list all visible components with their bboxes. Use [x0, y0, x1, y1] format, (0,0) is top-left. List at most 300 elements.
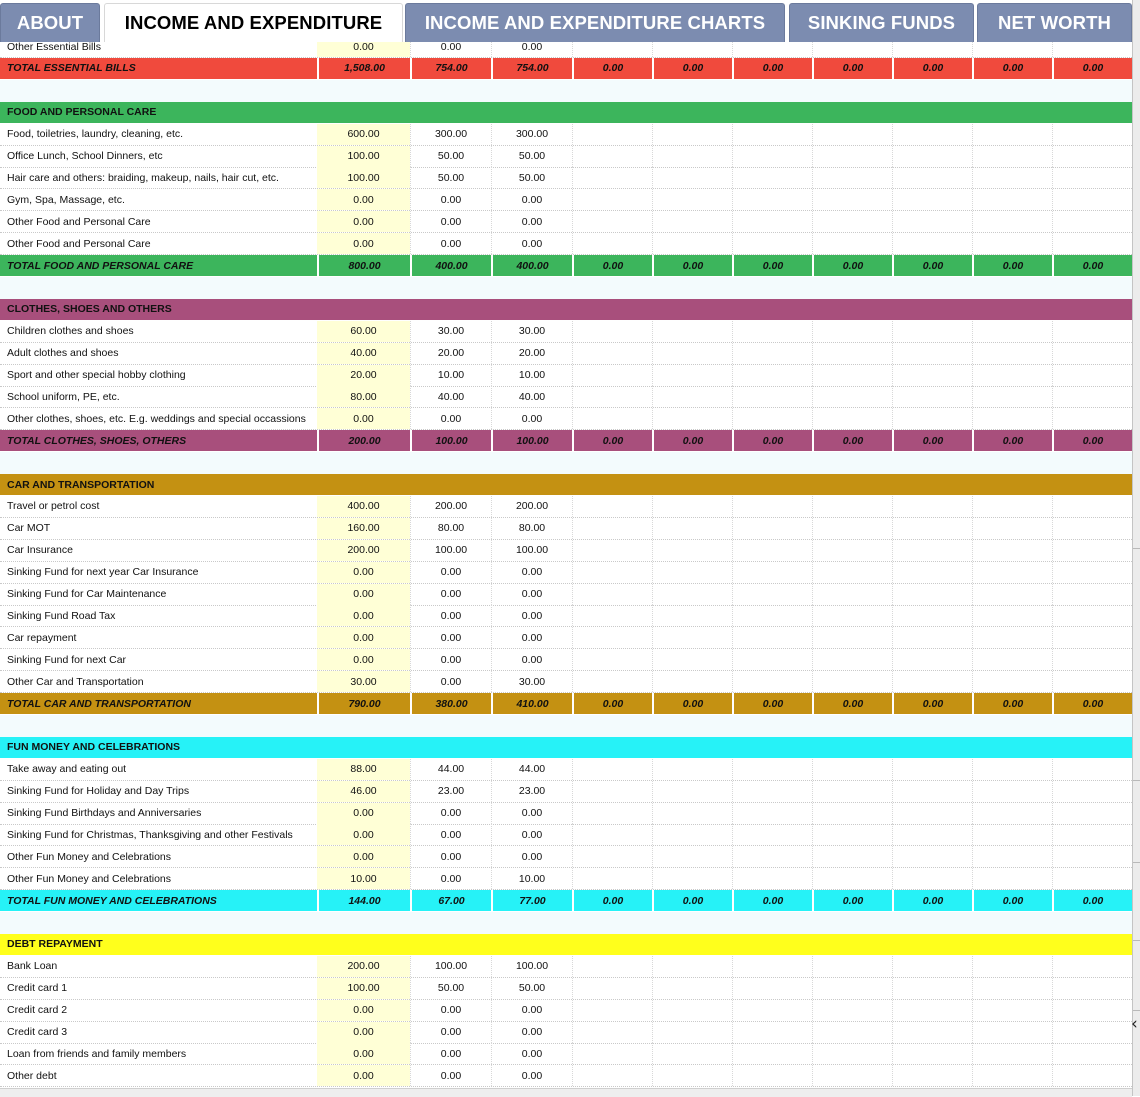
- value-cell[interactable]: 23.00: [491, 781, 572, 802]
- empty-cell[interactable]: [732, 211, 812, 232]
- empty-cell[interactable]: [732, 343, 812, 364]
- value-cell[interactable]: 0.00: [317, 189, 410, 210]
- empty-cell[interactable]: [572, 781, 652, 802]
- empty-cell[interactable]: [732, 233, 812, 254]
- empty-cell[interactable]: [732, 1065, 812, 1086]
- value-cell[interactable]: 40.00: [317, 343, 410, 364]
- value-cell[interactable]: 50.00: [410, 146, 491, 167]
- empty-cell[interactable]: [652, 124, 732, 145]
- empty-cell[interactable]: [892, 605, 972, 626]
- empty-cell[interactable]: [572, 824, 652, 845]
- empty-cell[interactable]: [572, 562, 652, 583]
- empty-cell[interactable]: [892, 1065, 972, 1086]
- empty-cell[interactable]: [972, 846, 1052, 867]
- empty-cell[interactable]: [1052, 211, 1132, 232]
- empty-cell[interactable]: [892, 1022, 972, 1043]
- row-label[interactable]: Car Insurance: [7, 544, 73, 557]
- empty-cell[interactable]: [972, 124, 1052, 145]
- value-cell[interactable]: 0.00: [491, 233, 572, 254]
- total-value-cell[interactable]: 0.00: [812, 255, 892, 276]
- empty-cell[interactable]: [892, 649, 972, 670]
- empty-cell[interactable]: [572, 671, 652, 692]
- empty-cell[interactable]: [732, 365, 812, 386]
- value-cell[interactable]: 10.00: [410, 365, 491, 386]
- empty-cell[interactable]: [892, 1000, 972, 1021]
- empty-cell[interactable]: [1052, 124, 1132, 145]
- empty-cell[interactable]: [732, 803, 812, 824]
- value-cell[interactable]: 60.00: [317, 321, 410, 342]
- tab-income-and-expenditure[interactable]: INCOME AND EXPENDITURE: [104, 3, 403, 42]
- value-cell[interactable]: 80.00: [410, 518, 491, 539]
- empty-cell[interactable]: [572, 846, 652, 867]
- empty-cell[interactable]: [812, 343, 892, 364]
- value-cell[interactable]: 0.00: [410, 627, 491, 648]
- value-cell[interactable]: 30.00: [491, 321, 572, 342]
- empty-cell[interactable]: [972, 1065, 1052, 1086]
- empty-cell[interactable]: [972, 671, 1052, 692]
- empty-cell[interactable]: [892, 868, 972, 889]
- empty-cell[interactable]: [892, 540, 972, 561]
- empty-cell[interactable]: [972, 605, 1052, 626]
- empty-cell[interactable]: [652, 189, 732, 210]
- empty-cell[interactable]: [812, 649, 892, 670]
- total-value-cell[interactable]: 400.00: [491, 255, 572, 276]
- empty-cell[interactable]: [972, 649, 1052, 670]
- empty-cell[interactable]: [732, 781, 812, 802]
- empty-cell[interactable]: [972, 518, 1052, 539]
- empty-cell[interactable]: [1052, 1043, 1132, 1064]
- empty-cell[interactable]: [812, 759, 892, 780]
- total-value-cell[interactable]: 0.00: [652, 58, 732, 79]
- empty-cell[interactable]: [572, 956, 652, 977]
- empty-cell[interactable]: [972, 781, 1052, 802]
- empty-cell[interactable]: [572, 167, 652, 188]
- row-label[interactable]: Car MOT: [7, 522, 51, 535]
- value-cell[interactable]: 100.00: [317, 167, 410, 188]
- value-cell[interactable]: 0.00: [491, 1065, 572, 1086]
- empty-cell[interactable]: [572, 540, 652, 561]
- value-cell[interactable]: 0.00: [491, 562, 572, 583]
- empty-cell[interactable]: [652, 1065, 732, 1086]
- row-label[interactable]: Other Fun Money and Celebrations: [7, 872, 172, 885]
- empty-cell[interactable]: [1052, 759, 1132, 780]
- empty-cell[interactable]: [972, 189, 1052, 210]
- value-cell[interactable]: 300.00: [491, 124, 572, 145]
- empty-cell[interactable]: [1052, 321, 1132, 342]
- empty-cell[interactable]: [1052, 146, 1132, 167]
- empty-cell[interactable]: [572, 408, 652, 429]
- value-cell[interactable]: 0.00: [317, 562, 410, 583]
- empty-cell[interactable]: [732, 146, 812, 167]
- empty-cell[interactable]: [652, 978, 732, 999]
- empty-cell[interactable]: [892, 759, 972, 780]
- value-cell[interactable]: 0.00: [410, 803, 491, 824]
- total-value-cell[interactable]: 0.00: [972, 255, 1052, 276]
- empty-cell[interactable]: [972, 365, 1052, 386]
- value-cell[interactable]: 0.00: [410, 1022, 491, 1043]
- total-value-cell[interactable]: 144.00: [317, 890, 410, 911]
- empty-cell[interactable]: [732, 868, 812, 889]
- total-value-cell[interactable]: 100.00: [491, 430, 572, 451]
- row-label[interactable]: Sinking Fund for Car Maintenance: [7, 588, 167, 600]
- row-label[interactable]: Sinking Fund for next year Car Insurance: [7, 566, 199, 579]
- row-label[interactable]: Other Car and Transportation: [7, 675, 144, 688]
- empty-cell[interactable]: [892, 824, 972, 845]
- empty-cell[interactable]: [1052, 649, 1132, 670]
- empty-cell[interactable]: [812, 321, 892, 342]
- empty-cell[interactable]: [652, 386, 732, 407]
- empty-cell[interactable]: [892, 124, 972, 145]
- value-cell[interactable]: 30.00: [317, 671, 410, 692]
- empty-cell[interactable]: [1052, 781, 1132, 802]
- total-value-cell[interactable]: 0.00: [1052, 58, 1132, 79]
- value-cell[interactable]: 0.00: [410, 605, 491, 626]
- empty-cell[interactable]: [972, 321, 1052, 342]
- value-cell[interactable]: 0.00: [317, 824, 410, 845]
- value-cell[interactable]: 0.00: [491, 627, 572, 648]
- value-cell[interactable]: 40.00: [491, 386, 572, 407]
- empty-cell[interactable]: [892, 189, 972, 210]
- total-value-cell[interactable]: 1,508.00: [317, 58, 410, 79]
- empty-cell[interactable]: [732, 627, 812, 648]
- value-cell[interactable]: 80.00: [317, 386, 410, 407]
- empty-cell[interactable]: [1052, 671, 1132, 692]
- empty-cell[interactable]: [812, 386, 892, 407]
- empty-cell[interactable]: [572, 1000, 652, 1021]
- empty-cell[interactable]: [1052, 496, 1132, 517]
- empty-cell[interactable]: [1052, 846, 1132, 867]
- empty-cell[interactable]: [572, 146, 652, 167]
- total-value-cell[interactable]: 0.00: [572, 430, 652, 451]
- empty-cell[interactable]: [972, 167, 1052, 188]
- row-label[interactable]: Sport and other special hobby clothing: [7, 369, 186, 381]
- value-cell[interactable]: 100.00: [491, 956, 572, 977]
- empty-cell[interactable]: [972, 146, 1052, 167]
- total-value-cell[interactable]: 380.00: [410, 693, 491, 714]
- empty-cell[interactable]: [732, 671, 812, 692]
- empty-cell[interactable]: [572, 42, 652, 57]
- empty-cell[interactable]: [572, 496, 652, 517]
- value-cell[interactable]: 200.00: [491, 496, 572, 517]
- value-cell[interactable]: 0.00: [491, 649, 572, 670]
- value-cell[interactable]: 0.00: [491, 605, 572, 626]
- total-value-cell[interactable]: 0.00: [972, 890, 1052, 911]
- empty-cell[interactable]: [972, 759, 1052, 780]
- empty-cell[interactable]: [732, 496, 812, 517]
- empty-cell[interactable]: [812, 781, 892, 802]
- empty-cell[interactable]: [972, 803, 1052, 824]
- empty-cell[interactable]: [1052, 189, 1132, 210]
- tab-net-worth[interactable]: NET WORTH: [977, 3, 1132, 42]
- empty-cell[interactable]: [652, 1043, 732, 1064]
- empty-cell[interactable]: [652, 1022, 732, 1043]
- value-cell[interactable]: 0.00: [491, 408, 572, 429]
- empty-cell[interactable]: [972, 1022, 1052, 1043]
- row-label[interactable]: Travel or petrol cost: [7, 500, 100, 513]
- empty-cell[interactable]: [812, 189, 892, 210]
- empty-cell[interactable]: [1052, 233, 1132, 254]
- value-cell[interactable]: 0.00: [317, 627, 410, 648]
- total-value-cell[interactable]: 0.00: [812, 430, 892, 451]
- row-label[interactable]: Office Lunch, School Dinners, etc: [7, 150, 163, 162]
- value-cell[interactable]: 0.00: [317, 605, 410, 626]
- empty-cell[interactable]: [812, 956, 892, 977]
- empty-cell[interactable]: [572, 211, 652, 232]
- total-value-cell[interactable]: 0.00: [972, 58, 1052, 79]
- value-cell[interactable]: 0.00: [410, 1065, 491, 1086]
- value-cell[interactable]: 0.00: [491, 189, 572, 210]
- empty-cell[interactable]: [892, 978, 972, 999]
- value-cell[interactable]: 0.00: [410, 1043, 491, 1064]
- empty-cell[interactable]: [1052, 978, 1132, 999]
- tab-sinking-funds[interactable]: SINKING FUNDS: [789, 3, 974, 42]
- row-label[interactable]: Other Food and Personal Care: [7, 237, 151, 250]
- empty-cell[interactable]: [892, 671, 972, 692]
- empty-cell[interactable]: [652, 846, 732, 867]
- empty-cell[interactable]: [892, 233, 972, 254]
- empty-cell[interactable]: [732, 189, 812, 210]
- value-cell[interactable]: 200.00: [317, 540, 410, 561]
- empty-cell[interactable]: [1052, 1022, 1132, 1043]
- empty-cell[interactable]: [652, 803, 732, 824]
- empty-cell[interactable]: [1052, 42, 1132, 57]
- row-label[interactable]: Gym, Spa, Massage, etc.: [7, 193, 125, 206]
- empty-cell[interactable]: [652, 649, 732, 670]
- value-cell[interactable]: 10.00: [491, 868, 572, 889]
- empty-cell[interactable]: [892, 803, 972, 824]
- value-cell[interactable]: 0.00: [317, 1022, 410, 1043]
- row-label[interactable]: Sinking Fund for Christmas, Thanksgiving and other Festivals: [7, 828, 293, 841]
- empty-cell[interactable]: [652, 605, 732, 626]
- empty-cell[interactable]: [892, 496, 972, 517]
- value-cell[interactable]: 0.00: [317, 1000, 410, 1021]
- value-cell[interactable]: 0.00: [410, 824, 491, 845]
- empty-cell[interactable]: [652, 627, 732, 648]
- empty-cell[interactable]: [572, 584, 652, 605]
- empty-cell[interactable]: [652, 671, 732, 692]
- empty-cell[interactable]: [972, 1000, 1052, 1021]
- total-value-cell[interactable]: 0.00: [572, 890, 652, 911]
- value-cell[interactable]: 0.00: [410, 671, 491, 692]
- total-value-cell[interactable]: 77.00: [491, 890, 572, 911]
- empty-cell[interactable]: [572, 321, 652, 342]
- empty-cell[interactable]: [652, 540, 732, 561]
- empty-cell[interactable]: [812, 518, 892, 539]
- value-cell[interactable]: 0.00: [410, 1000, 491, 1021]
- empty-cell[interactable]: [972, 42, 1052, 57]
- empty-cell[interactable]: [892, 846, 972, 867]
- empty-cell[interactable]: [1052, 562, 1132, 583]
- empty-cell[interactable]: [732, 978, 812, 999]
- value-cell[interactable]: 44.00: [491, 759, 572, 780]
- total-value-cell[interactable]: 0.00: [652, 890, 732, 911]
- empty-cell[interactable]: [812, 584, 892, 605]
- empty-cell[interactable]: [652, 343, 732, 364]
- empty-cell[interactable]: [1052, 167, 1132, 188]
- total-value-cell[interactable]: 754.00: [491, 58, 572, 79]
- empty-cell[interactable]: [652, 781, 732, 802]
- total-value-cell[interactable]: 0.00: [572, 693, 652, 714]
- empty-cell[interactable]: [572, 649, 652, 670]
- empty-cell[interactable]: [572, 233, 652, 254]
- total-value-cell[interactable]: 0.00: [652, 255, 732, 276]
- empty-cell[interactable]: [972, 824, 1052, 845]
- empty-cell[interactable]: [572, 365, 652, 386]
- total-value-cell[interactable]: 790.00: [317, 693, 410, 714]
- empty-cell[interactable]: [972, 408, 1052, 429]
- value-cell[interactable]: 0.00: [410, 233, 491, 254]
- empty-cell[interactable]: [732, 605, 812, 626]
- total-value-cell[interactable]: 800.00: [317, 255, 410, 276]
- total-value-cell[interactable]: 0.00: [892, 693, 972, 714]
- value-cell[interactable]: 10.00: [491, 365, 572, 386]
- empty-cell[interactable]: [972, 956, 1052, 977]
- row-label[interactable]: Sinking Fund for next Car: [7, 653, 127, 666]
- empty-cell[interactable]: [652, 211, 732, 232]
- empty-cell[interactable]: [812, 1065, 892, 1086]
- value-cell[interactable]: 44.00: [410, 759, 491, 780]
- row-label[interactable]: Adult clothes and shoes: [7, 347, 119, 360]
- total-value-cell[interactable]: 0.00: [732, 58, 812, 79]
- empty-cell[interactable]: [812, 540, 892, 561]
- empty-cell[interactable]: [652, 233, 732, 254]
- total-value-cell[interactable]: 0.00: [892, 430, 972, 451]
- total-value-cell[interactable]: 0.00: [892, 255, 972, 276]
- row-label[interactable]: Sinking Fund Birthdays and Anniversaries: [7, 807, 202, 819]
- total-value-cell[interactable]: 67.00: [410, 890, 491, 911]
- empty-cell[interactable]: [652, 956, 732, 977]
- value-cell[interactable]: 0.00: [491, 584, 572, 605]
- empty-cell[interactable]: [652, 42, 732, 57]
- value-cell[interactable]: 0.00: [491, 1043, 572, 1064]
- empty-cell[interactable]: [812, 1000, 892, 1021]
- empty-cell[interactable]: [892, 408, 972, 429]
- empty-cell[interactable]: [812, 824, 892, 845]
- value-cell[interactable]: 100.00: [317, 146, 410, 167]
- empty-cell[interactable]: [812, 671, 892, 692]
- empty-cell[interactable]: [892, 42, 972, 57]
- empty-cell[interactable]: [972, 562, 1052, 583]
- empty-cell[interactable]: [812, 1043, 892, 1064]
- empty-cell[interactable]: [812, 146, 892, 167]
- total-value-cell[interactable]: 0.00: [972, 693, 1052, 714]
- row-label[interactable]: Other Food and Personal Care: [7, 215, 151, 228]
- row-label[interactable]: Car repayment: [7, 631, 77, 644]
- empty-cell[interactable]: [812, 978, 892, 999]
- empty-cell[interactable]: [652, 584, 732, 605]
- value-cell[interactable]: 0.00: [410, 408, 491, 429]
- row-label[interactable]: Credit card 2: [7, 1004, 68, 1017]
- empty-cell[interactable]: [652, 321, 732, 342]
- value-cell[interactable]: 20.00: [410, 343, 491, 364]
- value-cell[interactable]: 10.00: [317, 868, 410, 889]
- value-cell[interactable]: 50.00: [491, 167, 572, 188]
- value-cell[interactable]: 50.00: [410, 167, 491, 188]
- total-value-cell[interactable]: 0.00: [572, 255, 652, 276]
- empty-cell[interactable]: [652, 496, 732, 517]
- empty-cell[interactable]: [652, 759, 732, 780]
- value-cell[interactable]: 200.00: [317, 956, 410, 977]
- row-label[interactable]: Credit card 3: [7, 1026, 68, 1038]
- total-value-cell[interactable]: 410.00: [491, 693, 572, 714]
- empty-cell[interactable]: [572, 627, 652, 648]
- empty-cell[interactable]: [652, 824, 732, 845]
- empty-cell[interactable]: [812, 803, 892, 824]
- total-value-cell[interactable]: 754.00: [410, 58, 491, 79]
- value-cell[interactable]: 0.00: [317, 1043, 410, 1064]
- empty-cell[interactable]: [972, 978, 1052, 999]
- empty-cell[interactable]: [892, 956, 972, 977]
- value-cell[interactable]: 0.00: [410, 562, 491, 583]
- empty-cell[interactable]: [1052, 605, 1132, 626]
- row-label[interactable]: Children clothes and shoes: [7, 325, 134, 338]
- value-cell[interactable]: 0.00: [410, 868, 491, 889]
- empty-cell[interactable]: [732, 956, 812, 977]
- empty-cell[interactable]: [572, 343, 652, 364]
- value-cell[interactable]: 400.00: [317, 496, 410, 517]
- total-value-cell[interactable]: 0.00: [1052, 430, 1132, 451]
- empty-cell[interactable]: [652, 408, 732, 429]
- empty-cell[interactable]: [1052, 365, 1132, 386]
- empty-cell[interactable]: [1052, 386, 1132, 407]
- empty-cell[interactable]: [572, 868, 652, 889]
- empty-cell[interactable]: [732, 562, 812, 583]
- empty-cell[interactable]: [732, 518, 812, 539]
- empty-cell[interactable]: [972, 496, 1052, 517]
- empty-cell[interactable]: [732, 321, 812, 342]
- empty-cell[interactable]: [892, 321, 972, 342]
- empty-cell[interactable]: [812, 42, 892, 57]
- empty-cell[interactable]: [652, 146, 732, 167]
- value-cell[interactable]: 0.00: [491, 42, 572, 57]
- total-value-cell[interactable]: 0.00: [1052, 890, 1132, 911]
- value-cell[interactable]: 100.00: [491, 540, 572, 561]
- value-cell[interactable]: 0.00: [317, 846, 410, 867]
- empty-cell[interactable]: [812, 627, 892, 648]
- row-label[interactable]: Credit card 1: [7, 982, 68, 995]
- empty-cell[interactable]: [732, 824, 812, 845]
- empty-cell[interactable]: [892, 781, 972, 802]
- value-cell[interactable]: 0.00: [491, 1000, 572, 1021]
- value-cell[interactable]: 100.00: [410, 956, 491, 977]
- row-label[interactable]: Food, toiletries, laundry, cleaning, etc.: [7, 128, 184, 141]
- value-cell[interactable]: 600.00: [317, 124, 410, 145]
- empty-cell[interactable]: [812, 496, 892, 517]
- value-cell[interactable]: 0.00: [410, 211, 491, 232]
- empty-cell[interactable]: [892, 1043, 972, 1064]
- value-cell[interactable]: 0.00: [491, 1022, 572, 1043]
- value-cell[interactable]: 0.00: [491, 803, 572, 824]
- empty-cell[interactable]: [1052, 956, 1132, 977]
- empty-cell[interactable]: [572, 124, 652, 145]
- empty-cell[interactable]: [652, 518, 732, 539]
- value-cell[interactable]: 40.00: [410, 386, 491, 407]
- value-cell[interactable]: 0.00: [317, 233, 410, 254]
- empty-cell[interactable]: [812, 233, 892, 254]
- total-value-cell[interactable]: 0.00: [812, 890, 892, 911]
- empty-cell[interactable]: [892, 146, 972, 167]
- value-cell[interactable]: 0.00: [410, 846, 491, 867]
- empty-cell[interactable]: [1052, 408, 1132, 429]
- empty-cell[interactable]: [892, 562, 972, 583]
- empty-cell[interactable]: [892, 584, 972, 605]
- empty-cell[interactable]: [732, 42, 812, 57]
- total-value-cell[interactable]: 0.00: [572, 58, 652, 79]
- empty-cell[interactable]: [652, 167, 732, 188]
- empty-cell[interactable]: [572, 759, 652, 780]
- empty-cell[interactable]: [732, 1043, 812, 1064]
- empty-cell[interactable]: [652, 562, 732, 583]
